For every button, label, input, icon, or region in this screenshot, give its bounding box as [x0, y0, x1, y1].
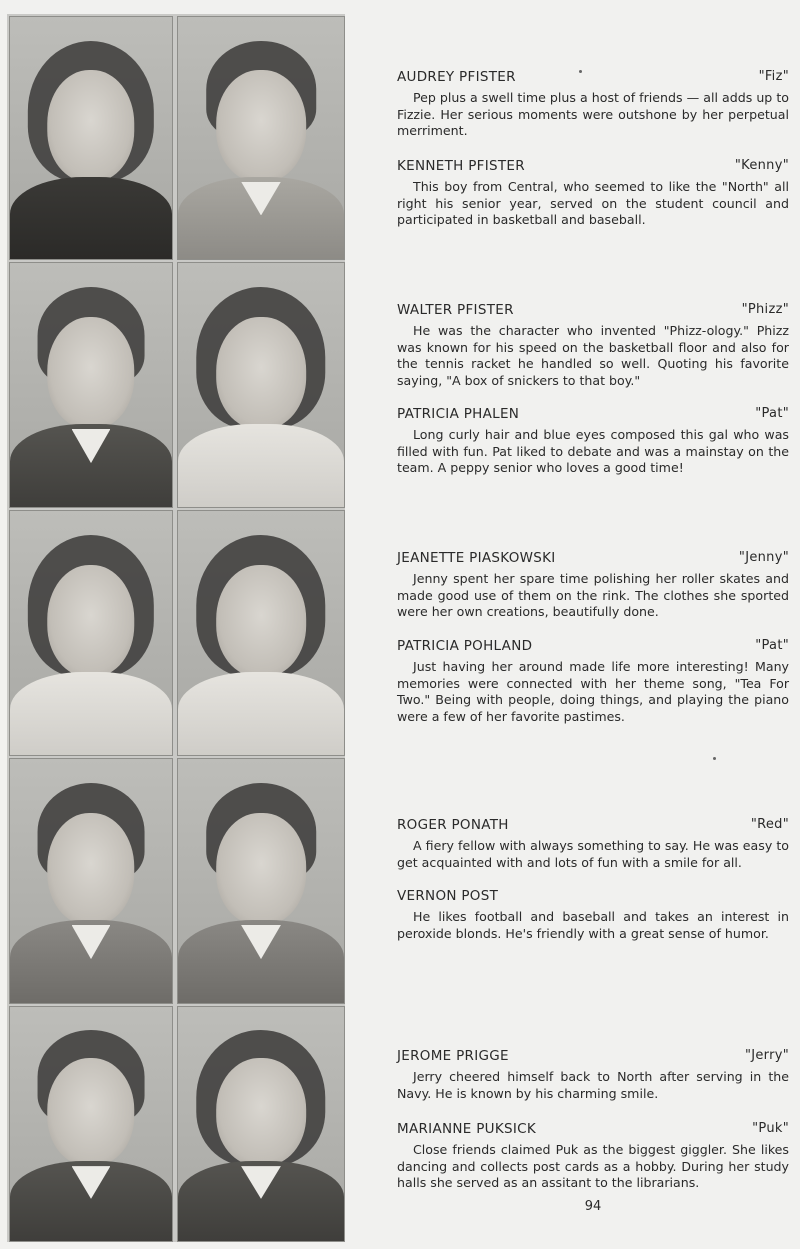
- student-name: PATRICIA POHLAND: [397, 638, 533, 654]
- portrait-kenneth-pfister: [177, 16, 345, 260]
- portrait-walter-pfister: [9, 262, 173, 508]
- student-nickname: "Red": [750, 817, 789, 832]
- portrait-column: [7, 14, 345, 1242]
- portrait-marianne-puksick: [177, 1006, 345, 1242]
- student-nickname: "Jerry": [744, 1048, 789, 1063]
- student-nickname: "Puk": [752, 1121, 789, 1136]
- portrait-jeanette-piaskowski: [9, 510, 173, 756]
- entry-patricia-phalen: [397, 405, 789, 477]
- entry-jeanette-piaskowski: [397, 549, 789, 621]
- student-description: Jenny spent her spare time polishing her roller skates and made good use of them on the rink. The clothes she sported were her own creations, beautifully done.: [397, 571, 789, 620]
- student-name: PATRICIA PHALEN: [397, 406, 520, 422]
- entry-marianne-puksick: [397, 1120, 789, 1192]
- student-nickname: "Kenny": [734, 158, 789, 173]
- student-description: Close friends claimed Puk as the biggest giggler. She likes dancing and collects post cards as a hobby. During her study halls she served as an assitant to the librarians.: [397, 1142, 789, 1191]
- student-name: WALTER PFISTER: [397, 302, 514, 318]
- print-speck: [713, 757, 716, 760]
- entry-walter-pfister: [397, 301, 789, 389]
- student-nickname: "Pat": [755, 638, 789, 653]
- student-description: Long curly hair and blue eyes composed this gal who was filled with fun. Pat liked to debate and was a mainstay on the team. A peppy senior who loves a good time!: [397, 427, 789, 476]
- student-name: AUDREY PFISTER: [397, 69, 516, 85]
- student-name: KENNETH PFISTER: [397, 158, 525, 174]
- entry-jerome-prigge: [397, 1047, 789, 1102]
- entry-audrey-pfister: [397, 68, 789, 140]
- portrait-jerome-prigge: [9, 1006, 173, 1242]
- entry-patricia-pohland: [397, 637, 789, 725]
- portrait-patricia-pohland: [177, 510, 345, 756]
- student-name: JEROME PRIGGE: [397, 1048, 509, 1064]
- print-speck: [579, 70, 582, 73]
- student-nickname: "Jenny": [738, 550, 789, 565]
- portrait-vernon-post: [177, 758, 345, 1004]
- student-name: ROGER PONATH: [397, 817, 509, 833]
- student-name: JEANETTE PIASKOWSKI: [397, 550, 556, 566]
- student-description: Pep plus a swell time plus a host of friends — all adds up to Fizzie. Her serious moments were outshone by her perpetual merriment.: [397, 90, 789, 139]
- student-description: A fiery fellow with always something to say. He was easy to get acquainted with and lots of fun with a smile for all.: [397, 838, 789, 870]
- student-description: He likes football and baseball and takes an interest in peroxide blonds. He's friendly with a great sense of humor.: [397, 909, 789, 941]
- student-description: He was the character who invented "Phizz-ology." Phizz was known for his speed on the basketball floor and also for the tennis racket he handled so well. Quoting his favorite saying, "A box of snickers to that boy.": [397, 323, 789, 388]
- student-name: VERNON POST: [397, 888, 499, 904]
- student-name: MARIANNE PUKSICK: [397, 1121, 537, 1137]
- student-nickname: "Phizz": [741, 302, 789, 317]
- portrait-patricia-phalen: [177, 262, 345, 508]
- student-description: Just having her around made life more interesting! Many memories were connected with her theme song, "Tea For Two." Being with people, doing things, and playing the piano were a few of her favorite pastimes.: [397, 659, 789, 724]
- student-nickname: "Pat": [755, 406, 789, 421]
- portrait-audrey-pfister: [9, 16, 173, 260]
- entry-roger-ponath: [397, 816, 789, 871]
- student-nickname: "Fiz": [758, 69, 789, 84]
- entry-vernon-post: [397, 887, 789, 942]
- student-description: This boy from Central, who seemed to like the "North" all right his senior year, served on the student council and participated in basketball and baseball.: [397, 179, 789, 228]
- entry-kenneth-pfister: [397, 157, 789, 229]
- student-description: Jerry cheered himself back to North after serving in the Navy. He is known by his charming smile.: [397, 1069, 789, 1101]
- page-number: 94: [584, 1199, 602, 1214]
- portrait-roger-ponath: [9, 758, 173, 1004]
